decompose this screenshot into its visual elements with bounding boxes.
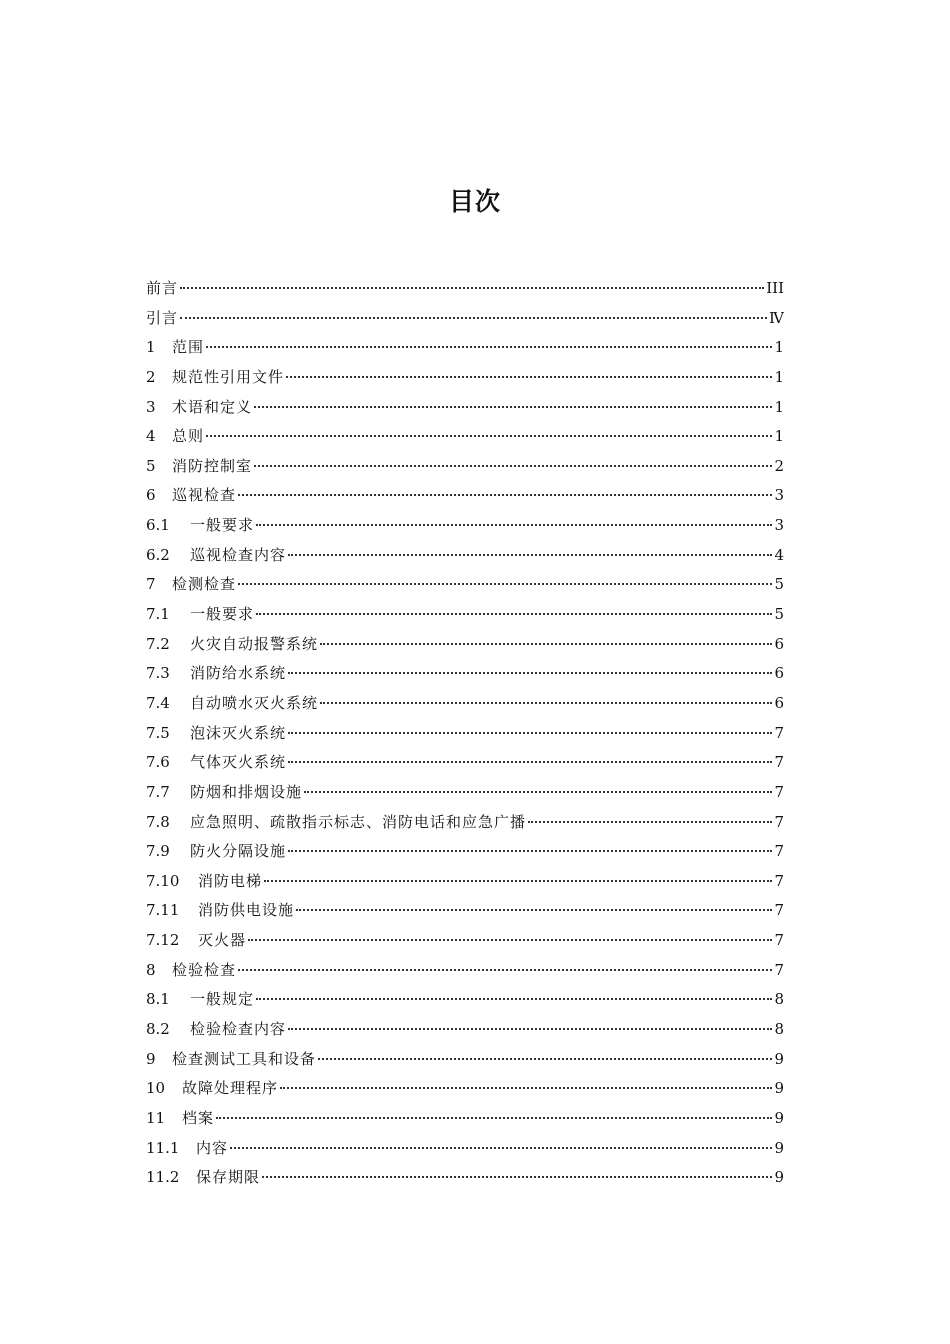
toc-entry-number: 3	[146, 397, 156, 416]
toc-entry-label: 一般要求	[190, 605, 255, 624]
toc-entry-page: 7	[774, 931, 784, 950]
toc-entry[interactable]	[146, 335, 784, 365]
toc-entry-label: 一般规定	[190, 990, 255, 1009]
toc-dot-leader	[288, 721, 772, 734]
toc-entry[interactable]	[146, 928, 784, 958]
toc-entry-label: 保存期限	[196, 1168, 261, 1187]
toc-entry-label: 自动喷水灭火系统	[190, 693, 319, 712]
toc-entry[interactable]	[146, 721, 784, 751]
toc-entry[interactable]	[146, 602, 784, 632]
toc-entry[interactable]	[146, 572, 784, 602]
toc-dot-leader	[248, 928, 772, 941]
toc-dot-leader	[296, 898, 772, 911]
toc-entry-label: 前言	[146, 279, 179, 297]
toc-entry[interactable]	[146, 454, 784, 484]
toc-entry-label: 消防电梯	[198, 871, 263, 890]
toc-entry-page: 2	[774, 456, 784, 475]
toc-dot-leader	[280, 1076, 772, 1089]
toc-dot-leader	[206, 335, 772, 348]
toc-entry-number: 7.8	[146, 812, 170, 831]
toc-entry[interactable]	[146, 513, 784, 543]
toc-entry-page: 9	[774, 1168, 784, 1187]
toc-entry-label: 巡视检查	[172, 486, 237, 505]
toc-entry[interactable]	[146, 839, 784, 869]
toc-entry-label: 消防给水系统	[190, 664, 287, 683]
toc-entry-number: 7.2	[146, 634, 170, 653]
toc-entry-number: 6.1	[146, 516, 170, 535]
toc-entry-page: 7	[774, 842, 784, 861]
toc-entry[interactable]	[146, 1165, 784, 1195]
toc-entry-page: 1	[774, 367, 784, 386]
toc-dot-leader	[206, 424, 772, 437]
toc-entry-label: 火灾自动报警系统	[190, 634, 319, 653]
toc-entry-number: 7.7	[146, 782, 170, 801]
toc-entry-page: Ⅳ	[769, 308, 784, 327]
toc-entry-number: 7.3	[146, 664, 170, 683]
toc-dot-leader	[256, 987, 772, 1000]
toc-entry-number: 7.12	[146, 931, 180, 950]
toc-entry[interactable]	[146, 750, 784, 780]
toc-entry-label: 检验检查内容	[190, 1020, 287, 1039]
toc-entry-page: 5	[774, 575, 784, 594]
toc-dot-leader	[238, 572, 772, 585]
toc-entry-page: 7	[774, 753, 784, 772]
toc-dot-leader	[180, 276, 764, 289]
toc-entry-label: 检测检查	[172, 575, 237, 594]
toc-entry[interactable]	[146, 661, 784, 691]
toc-entry-label: 检查测试工具和设备	[172, 1049, 317, 1068]
toc-dot-leader	[318, 1047, 772, 1060]
toc-entry-number: 10	[146, 1079, 166, 1098]
toc-dot-leader	[216, 1106, 772, 1119]
toc-entry-number: 7.11	[146, 901, 180, 920]
toc-entry[interactable]	[146, 869, 784, 899]
toc-entry-label: 应急照明、疏散指示标志、消防电话和应急广播	[190, 812, 527, 831]
toc-dot-leader	[262, 1165, 772, 1178]
toc-entry-page: 4	[774, 545, 784, 564]
toc-dot-leader	[320, 691, 772, 704]
toc-entry[interactable]	[146, 958, 784, 988]
toc-entry[interactable]	[146, 898, 784, 928]
toc-dot-leader	[320, 632, 772, 645]
toc-dot-leader	[288, 750, 772, 763]
toc-entry-page: 9	[774, 1049, 784, 1068]
toc-dot-leader	[238, 958, 772, 971]
toc-dot-leader	[264, 869, 772, 882]
toc-entry-page: 9	[774, 1079, 784, 1098]
toc-entry-page: 1	[774, 338, 784, 357]
toc-entry[interactable]	[146, 543, 784, 573]
toc-entry-label: 灭火器	[198, 931, 247, 950]
toc-entry-page: 1	[774, 427, 784, 446]
toc-entry[interactable]	[146, 987, 784, 1017]
toc-entry-page: 7	[774, 871, 784, 890]
toc-entry-label: 泡沫灭火系统	[190, 723, 287, 742]
toc-dot-leader	[528, 810, 772, 823]
toc-entry-page: 7	[774, 960, 784, 979]
toc-entry[interactable]	[146, 1076, 784, 1106]
toc-dot-leader	[288, 1017, 772, 1030]
toc-dot-leader	[254, 454, 772, 467]
toc-entry-number: 7	[146, 575, 156, 594]
toc-entry-number: 11.2	[146, 1168, 180, 1187]
toc-entry-page: 9	[774, 1108, 784, 1127]
toc-dot-leader	[180, 306, 767, 319]
toc-entry-label: 内容	[196, 1138, 229, 1157]
toc-entry[interactable]	[146, 1136, 784, 1166]
toc-entry-page: 6	[774, 693, 784, 712]
toc-entry-page: 8	[774, 990, 784, 1009]
toc-entry-label: 故障处理程序	[182, 1079, 279, 1098]
toc-entry[interactable]	[146, 780, 784, 810]
toc-entry-label: 术语和定义	[172, 397, 253, 416]
toc-entry-label: 巡视检查内容	[190, 545, 287, 564]
toc-entry-number: 11	[146, 1108, 166, 1127]
toc-entry-page: 7	[774, 782, 784, 801]
toc-dot-leader	[230, 1136, 772, 1149]
toc-dot-leader	[288, 661, 772, 674]
toc-entry-label: 规范性引用文件	[172, 367, 285, 386]
toc-entry-label: 一般要求	[190, 516, 255, 535]
toc-entry-number: 7.1	[146, 605, 170, 624]
toc-entry-label: 总则	[172, 427, 205, 446]
toc-entry-number: 7.5	[146, 723, 170, 742]
toc-entry-number: 8.1	[146, 990, 170, 1009]
toc-entry[interactable]	[146, 483, 784, 513]
toc-dot-leader	[254, 395, 772, 408]
toc-entry-page: 6	[774, 634, 784, 653]
toc-entry[interactable]	[146, 1017, 784, 1047]
toc-entry-page: III	[766, 279, 784, 297]
toc-entry-page: 3	[774, 486, 784, 505]
toc-entry-number: 6.2	[146, 545, 170, 564]
toc-entry-label: 消防控制室	[172, 456, 253, 475]
toc-entry[interactable]	[146, 306, 784, 336]
toc-entry-page: 9	[774, 1138, 784, 1157]
toc-dot-leader	[256, 513, 772, 526]
toc-entry-number: 7.10	[146, 871, 180, 890]
toc-entry-number: 7.4	[146, 693, 170, 712]
table-of-contents	[146, 276, 784, 1195]
toc-entry-number: 8.2	[146, 1020, 170, 1039]
toc-entry[interactable]	[146, 1106, 784, 1136]
toc-entry-number: 6	[146, 486, 156, 505]
toc-dot-leader	[238, 483, 772, 496]
toc-entry-label: 范围	[172, 338, 205, 357]
toc-entry[interactable]	[146, 395, 784, 425]
toc-dot-leader	[304, 780, 772, 793]
toc-entry[interactable]	[146, 424, 784, 454]
toc-entry-number: 5	[146, 456, 156, 475]
toc-entry-page: 7	[774, 812, 784, 831]
toc-entry-label: 检验检查	[172, 960, 237, 979]
toc-entry-label: 引言	[146, 308, 179, 327]
toc-entry-page: 3	[774, 516, 784, 535]
toc-dot-leader	[288, 543, 772, 556]
toc-entry-page: 1	[774, 397, 784, 416]
toc-entry-number: 7.6	[146, 753, 170, 772]
toc-entry-number: 4	[146, 427, 156, 446]
toc-entry[interactable]	[146, 691, 784, 721]
toc-entry-number: 9	[146, 1049, 156, 1068]
toc-entry-page: 7	[774, 901, 784, 920]
toc-entry[interactable]	[146, 810, 784, 840]
toc-entry[interactable]	[146, 365, 784, 395]
page-title: 目次	[448, 187, 501, 216]
toc-entry-label: 防烟和排烟设施	[190, 782, 303, 801]
toc-entry-page: 5	[774, 605, 784, 624]
toc-entry-page: 7	[774, 723, 784, 742]
toc-entry[interactable]	[146, 276, 784, 306]
toc-entry-label: 气体灭火系统	[190, 753, 287, 772]
toc-entry-number: 8	[146, 960, 156, 979]
toc-entry-label: 档案	[182, 1108, 215, 1127]
toc-entry-label: 防火分隔设施	[190, 842, 287, 861]
toc-entry-number: 7.9	[146, 842, 170, 861]
toc-dot-leader	[288, 839, 772, 852]
toc-entry-label: 消防供电设施	[198, 901, 295, 920]
toc-entry-number: 11.1	[146, 1138, 180, 1157]
toc-entry-number: 2	[146, 367, 156, 386]
toc-entry-page: 8	[774, 1020, 784, 1039]
toc-dot-leader	[286, 365, 772, 378]
toc-entry[interactable]	[146, 632, 784, 662]
toc-entry-number: 1	[146, 338, 156, 357]
toc-dot-leader	[256, 602, 772, 615]
toc-entry-page: 6	[774, 664, 784, 683]
toc-entry[interactable]	[146, 1047, 784, 1077]
